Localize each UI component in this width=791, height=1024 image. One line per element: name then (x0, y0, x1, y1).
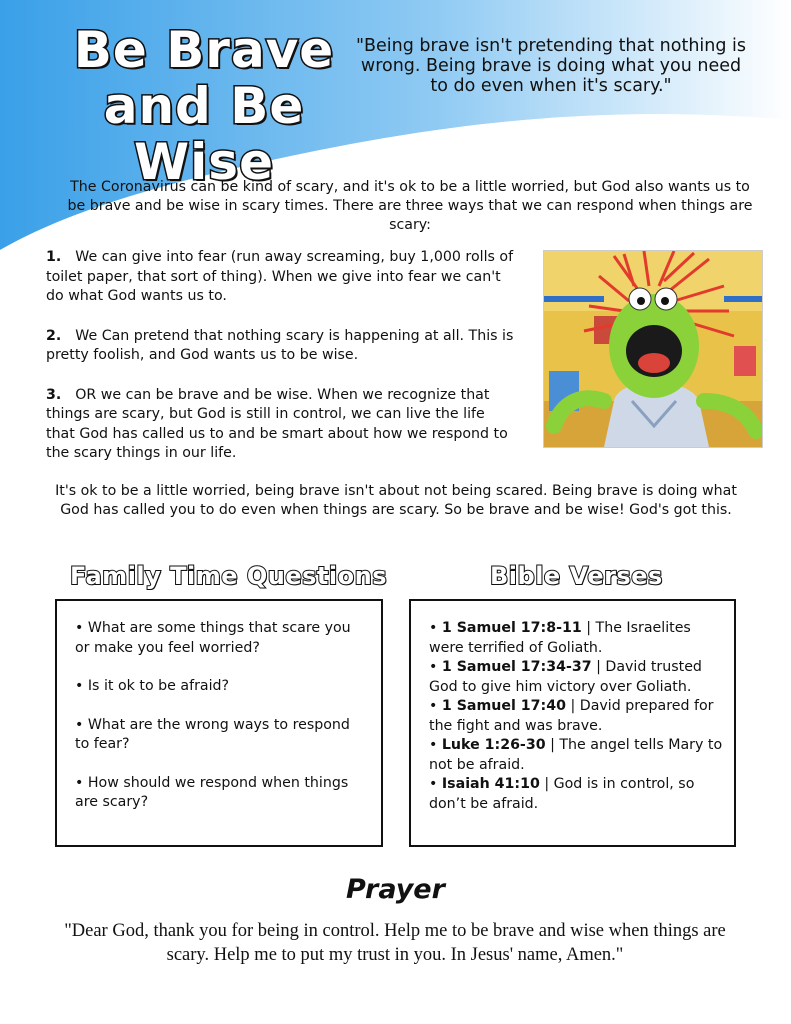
verse-bullet: • (429, 698, 442, 714)
way-item (46, 248, 516, 307)
verse-reference: Luke 1:26-30 (441, 737, 546, 753)
question-item: • How should we respond when things are scary? (75, 774, 349, 810)
prayer-text: "Dear God, thank you for being in control. Help me to be brave and wise when things are scary. Help me to put my trust in you. In Jesus' name, Amen." (64, 921, 726, 965)
way-item (46, 327, 516, 366)
verse-text: | The angel tells Mary to not be afraid. (429, 737, 723, 773)
verse-item (429, 697, 724, 736)
bible-verses-heading: Bible Verses (490, 562, 663, 590)
question-item: • What are some things that scare you or make you feel worried? (75, 620, 351, 656)
way-text: We can give into fear (run away screaming, buy 1,000 rolls of toilet paper, that sort of thing). When we give into fear we can't do what God wants us to. (46, 249, 514, 304)
puppet-photo (543, 250, 763, 448)
family-questions-heading: Family Time Questions (70, 562, 387, 590)
title-line-1: Be Brave (73, 21, 335, 79)
bible-verses-box (409, 599, 736, 847)
way-text: We Can pretend that nothing scary is happening at all. This is pretty foolish, and God wants us to be wise. (46, 327, 514, 363)
title-line-2: and Be Wise (103, 77, 305, 191)
verse-item (429, 775, 724, 814)
scared-puppet-illustration (544, 251, 762, 447)
family-questions-box (55, 599, 383, 847)
verse-bullet: • (429, 776, 442, 792)
verse-reference: 1 Samuel 17:8-11 (441, 620, 582, 636)
ways-list (46, 248, 516, 484)
page-title (44, 22, 364, 190)
way-item (46, 386, 516, 464)
way-number: 1. (46, 249, 62, 265)
verse-text: | God is in control, so don’t be afraid. (429, 776, 695, 812)
verse-item (429, 658, 724, 697)
closing-paragraph: It's ok to be a little worried, being brave isn't about not being scared. Being brave is doing what God has called you to do even when things are scary. So be brave and be wise! God's got this. (55, 483, 737, 518)
verse-item (429, 736, 724, 775)
verse-reference: Isaiah 41:10 (441, 776, 540, 792)
verse-text: | The Israelites were terrified of Goliath. (429, 620, 691, 656)
prayer-heading: Prayer (346, 874, 445, 905)
verse-item (429, 619, 724, 658)
verse-reference: 1 Samuel 17:34-37 (441, 659, 592, 675)
way-number: 3. (46, 386, 62, 403)
verse-bullet: • (429, 659, 442, 675)
verse-reference: 1 Samuel 17:40 (441, 698, 566, 714)
way-number: 2. (46, 327, 62, 344)
intro-paragraph: The Coronavirus can be kind of scary, and it's ok to be a little worried, but God also wants us to be brave and be wise in scary times. There are three ways that we can respond when things are scary: (67, 179, 753, 233)
verse-text: | David trusted God to give him victory over Goliath. (429, 659, 702, 695)
header-quote: "Being brave isn't pretending that nothing is wrong. Being brave is doing what you need to do even when it's scary." (355, 36, 747, 96)
question-item: • Is it ok to be afraid? (75, 678, 230, 694)
verse-text: | David prepared for the fight and was brave. (429, 698, 714, 734)
way-text: OR we can be brave and be wise. When we recognize that things are scary, but God is still in control, we can live the life that God has called us to and be smart about how we respond to the scary things in our life. (46, 386, 508, 461)
verse-bullet: • (429, 737, 442, 753)
question-item: • What are the wrong ways to respond to fear? (75, 716, 350, 752)
verse-bullet: • (429, 620, 442, 636)
